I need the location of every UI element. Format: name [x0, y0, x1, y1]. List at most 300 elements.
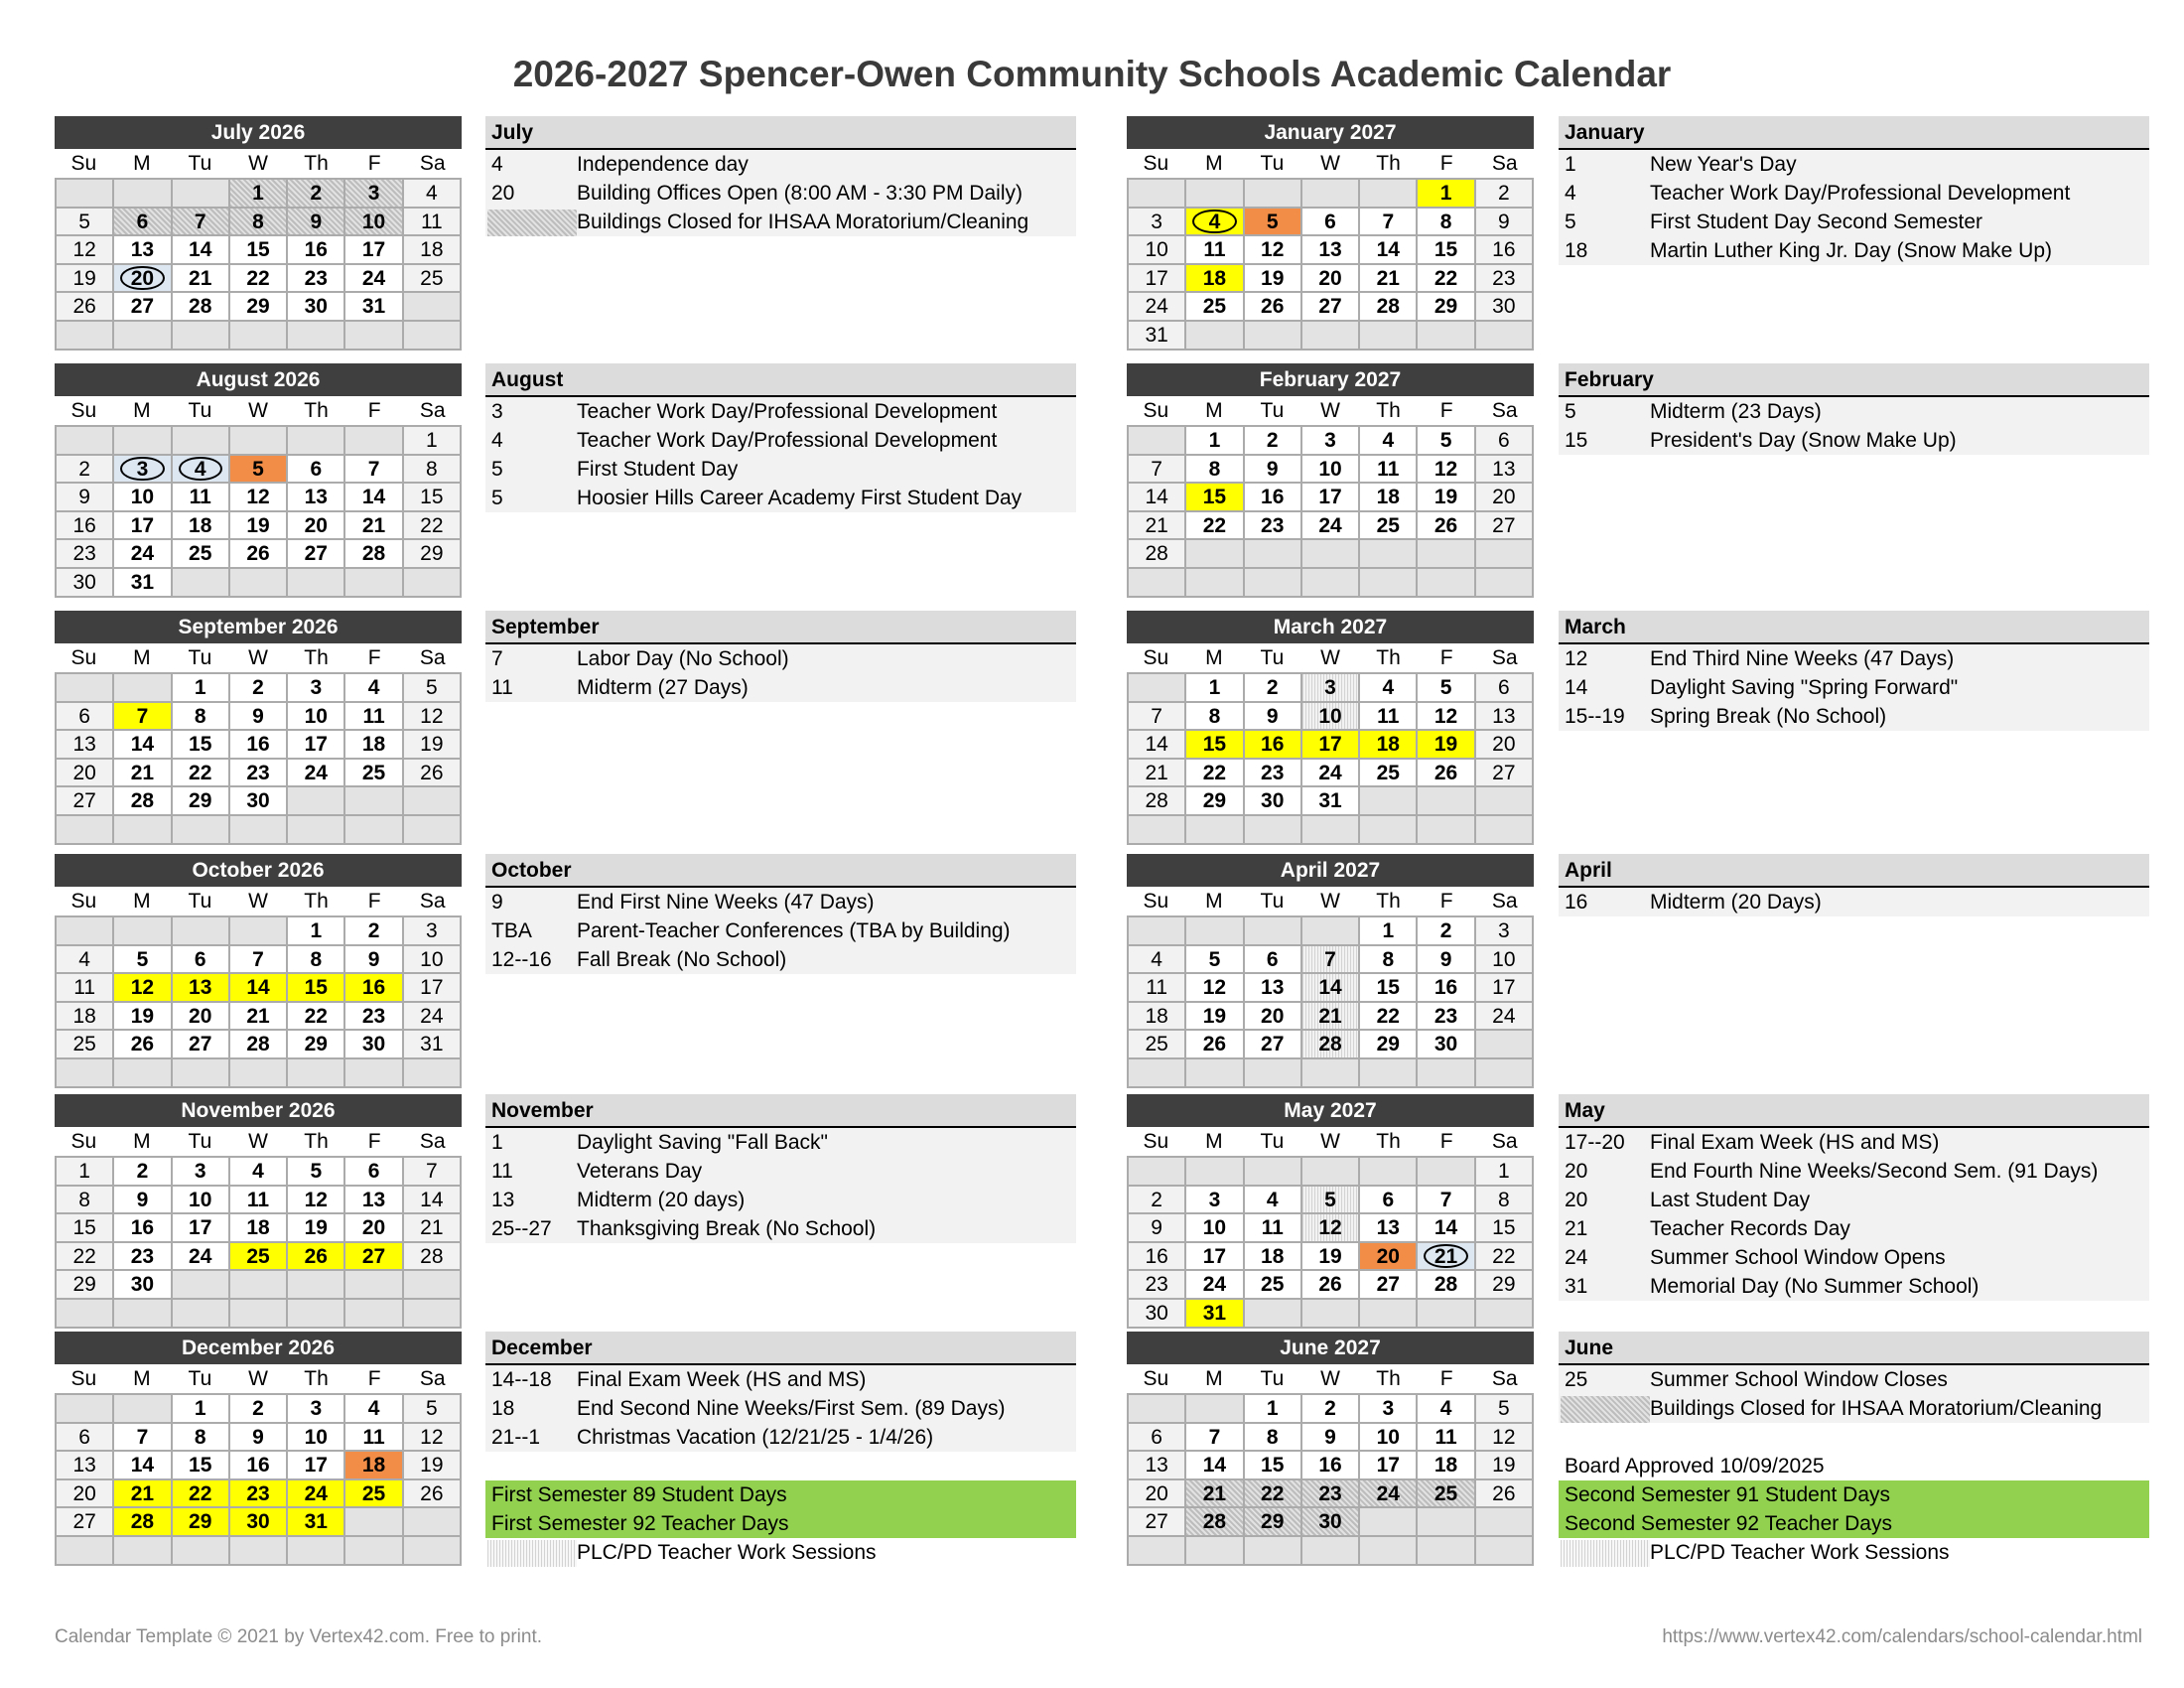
day-cell[interactable]: 2 — [230, 1395, 288, 1424]
day-cell[interactable]: 9 — [1129, 1214, 1186, 1243]
day-cell[interactable]: 18 — [404, 236, 462, 265]
day-cell[interactable]: 27 — [57, 787, 114, 816]
day-cell[interactable]: 29 — [57, 1271, 114, 1300]
day-cell[interactable]: 23 — [1302, 1480, 1360, 1509]
day-cell[interactable]: 26 — [1245, 293, 1302, 322]
day-cell[interactable]: 1 — [1418, 180, 1475, 209]
day-cell[interactable]: 30 — [1418, 1031, 1475, 1059]
day-cell[interactable]: 20 — [1302, 265, 1360, 294]
day-cell[interactable]: 1 — [1186, 427, 1244, 456]
day-cell[interactable]: 16 — [1129, 1243, 1186, 1272]
day-cell[interactable]: 16 — [1245, 484, 1302, 512]
day-cell[interactable]: 1 — [288, 917, 345, 946]
day-cell[interactable]: 12 — [404, 1424, 462, 1453]
day-cell[interactable]: 21 — [404, 1214, 462, 1243]
day-cell[interactable]: 18 — [1360, 484, 1418, 512]
day-cell[interactable]: 3 — [1302, 674, 1360, 703]
day-cell[interactable]: 17 — [114, 512, 172, 541]
day-cell[interactable]: 29 — [1360, 1031, 1418, 1059]
day-cell[interactable]: 31 — [345, 293, 403, 322]
day-cell[interactable]: 26 — [1476, 1480, 1534, 1509]
day-cell[interactable]: 7 — [173, 209, 230, 237]
day-cell[interactable]: 20 — [173, 1003, 230, 1032]
day-cell[interactable]: 19 — [1186, 1003, 1244, 1032]
day-cell[interactable]: 25 — [345, 760, 403, 788]
day-cell[interactable]: 7 — [345, 456, 403, 485]
day-cell[interactable]: 1 — [230, 180, 288, 209]
day-cell[interactable]: 9 — [1418, 946, 1475, 975]
day-cell[interactable]: 27 — [114, 293, 172, 322]
day-cell[interactable]: 7 — [230, 946, 288, 975]
day-cell[interactable]: 13 — [345, 1187, 403, 1215]
day-cell[interactable]: 8 — [1245, 1424, 1302, 1453]
day-cell[interactable]: 28 — [1418, 1271, 1475, 1300]
day-cell[interactable]: 3 — [1302, 427, 1360, 456]
day-cell[interactable]: 4 — [1360, 427, 1418, 456]
day-cell[interactable]: 10 — [1302, 703, 1360, 732]
day-cell[interactable]: 5 — [230, 456, 288, 485]
day-cell[interactable]: 21 — [1418, 1243, 1475, 1272]
day-cell[interactable]: 11 — [1418, 1424, 1475, 1453]
day-cell[interactable]: 31 — [1186, 1300, 1244, 1329]
day-cell[interactable]: 26 — [1186, 1031, 1244, 1059]
day-cell[interactable]: 6 — [173, 946, 230, 975]
day-cell[interactable]: 3 — [1129, 209, 1186, 237]
day-cell[interactable]: 15 — [1186, 731, 1244, 760]
day-cell[interactable]: 10 — [173, 1187, 230, 1215]
day-cell[interactable]: 8 — [173, 703, 230, 732]
day-cell[interactable]: 26 — [230, 540, 288, 569]
day-cell[interactable]: 8 — [57, 1187, 114, 1215]
day-cell[interactable]: 29 — [1186, 787, 1244, 816]
day-cell[interactable]: 16 — [1245, 731, 1302, 760]
day-cell[interactable]: 25 — [1360, 512, 1418, 541]
day-cell[interactable]: 25 — [345, 1480, 403, 1509]
day-cell[interactable]: 1 — [57, 1158, 114, 1187]
day-cell[interactable]: 14 — [1418, 1214, 1475, 1243]
day-cell[interactable]: 22 — [1186, 512, 1244, 541]
day-cell[interactable]: 19 — [1302, 1243, 1360, 1272]
day-cell[interactable]: 17 — [1302, 484, 1360, 512]
day-cell[interactable]: 5 — [1245, 209, 1302, 237]
day-cell[interactable]: 27 — [173, 1031, 230, 1059]
day-cell[interactable]: 3 — [345, 180, 403, 209]
day-cell[interactable]: 28 — [1129, 540, 1186, 569]
day-cell[interactable]: 14 — [114, 731, 172, 760]
day-cell[interactable]: 28 — [345, 540, 403, 569]
day-cell[interactable]: 24 — [114, 540, 172, 569]
day-cell[interactable]: 9 — [1476, 209, 1534, 237]
day-cell[interactable]: 11 — [173, 484, 230, 512]
day-cell[interactable]: 26 — [404, 760, 462, 788]
day-cell[interactable]: 8 — [288, 946, 345, 975]
day-cell[interactable]: 10 — [404, 946, 462, 975]
day-cell[interactable]: 23 — [1418, 1003, 1475, 1032]
day-cell[interactable]: 2 — [230, 674, 288, 703]
day-cell[interactable]: 30 — [57, 569, 114, 598]
day-cell[interactable]: 9 — [57, 484, 114, 512]
day-cell[interactable]: 2 — [1418, 917, 1475, 946]
day-cell[interactable]: 7 — [1418, 1187, 1475, 1215]
day-cell[interactable]: 29 — [173, 787, 230, 816]
day-cell[interactable]: 24 — [1186, 1271, 1244, 1300]
day-cell[interactable]: 19 — [230, 512, 288, 541]
day-cell[interactable]: 3 — [288, 674, 345, 703]
day-cell[interactable]: 18 — [345, 731, 403, 760]
day-cell[interactable]: 16 — [288, 236, 345, 265]
day-cell[interactable]: 30 — [345, 1031, 403, 1059]
day-cell[interactable]: 27 — [345, 1243, 403, 1272]
day-cell[interactable]: 20 — [1129, 1480, 1186, 1509]
day-cell[interactable]: 18 — [1129, 1003, 1186, 1032]
day-cell[interactable]: 10 — [1302, 456, 1360, 485]
day-cell[interactable]: 23 — [288, 265, 345, 294]
day-cell[interactable]: 19 — [1418, 731, 1475, 760]
day-cell[interactable]: 17 — [1186, 1243, 1244, 1272]
day-cell[interactable]: 19 — [57, 265, 114, 294]
day-cell[interactable]: 26 — [288, 1243, 345, 1272]
day-cell[interactable]: 27 — [57, 1508, 114, 1537]
day-cell[interactable]: 5 — [288, 1158, 345, 1187]
day-cell[interactable]: 10 — [288, 703, 345, 732]
day-cell[interactable]: 16 — [114, 1214, 172, 1243]
day-cell[interactable]: 13 — [1302, 236, 1360, 265]
day-cell[interactable]: 20 — [1360, 1243, 1418, 1272]
day-cell[interactable]: 18 — [230, 1214, 288, 1243]
day-cell[interactable]: 16 — [1302, 1452, 1360, 1480]
day-cell[interactable]: 19 — [1476, 1452, 1534, 1480]
day-cell[interactable]: 22 — [1418, 265, 1475, 294]
day-cell[interactable]: 21 — [1302, 1003, 1360, 1032]
day-cell[interactable]: 13 — [288, 484, 345, 512]
day-cell[interactable]: 17 — [404, 974, 462, 1003]
day-cell[interactable]: 5 — [1418, 674, 1475, 703]
day-cell[interactable]: 13 — [1360, 1214, 1418, 1243]
day-cell[interactable]: 31 — [114, 569, 172, 598]
day-cell[interactable]: 5 — [1418, 427, 1475, 456]
day-cell[interactable]: 1 — [173, 674, 230, 703]
day-cell[interactable]: 14 — [173, 236, 230, 265]
day-cell[interactable]: 18 — [57, 1003, 114, 1032]
day-cell[interactable]: 16 — [1476, 236, 1534, 265]
day-cell[interactable]: 15 — [1186, 484, 1244, 512]
day-cell[interactable]: 16 — [1418, 974, 1475, 1003]
day-cell[interactable]: 23 — [1476, 265, 1534, 294]
day-cell[interactable]: 8 — [1476, 1187, 1534, 1215]
day-cell[interactable]: 7 — [1186, 1424, 1244, 1453]
day-cell[interactable]: 14 — [1129, 731, 1186, 760]
day-cell[interactable]: 18 — [345, 1452, 403, 1480]
day-cell[interactable]: 28 — [1129, 787, 1186, 816]
day-cell[interactable]: 30 — [230, 787, 288, 816]
day-cell[interactable]: 22 — [1476, 1243, 1534, 1272]
day-cell[interactable]: 2 — [1245, 674, 1302, 703]
footer-url[interactable]: https://www.vertex42.com/calendars/school-calendar.html — [1662, 1626, 2142, 1647]
day-cell[interactable]: 3 — [404, 917, 462, 946]
day-cell[interactable]: 2 — [1302, 1395, 1360, 1424]
day-cell[interactable]: 26 — [404, 1480, 462, 1509]
day-cell[interactable]: 21 — [114, 1480, 172, 1509]
day-cell[interactable]: 17 — [1476, 974, 1534, 1003]
day-cell[interactable]: 4 — [345, 1395, 403, 1424]
day-cell[interactable]: 23 — [345, 1003, 403, 1032]
day-cell[interactable]: 5 — [1302, 1187, 1360, 1215]
day-cell[interactable]: 9 — [1302, 1424, 1360, 1453]
day-cell[interactable]: 21 — [1360, 265, 1418, 294]
day-cell[interactable]: 15 — [230, 236, 288, 265]
day-cell[interactable]: 28 — [404, 1243, 462, 1272]
day-cell[interactable]: 30 — [288, 293, 345, 322]
day-cell[interactable]: 24 — [404, 1003, 462, 1032]
day-cell[interactable]: 28 — [173, 293, 230, 322]
day-cell[interactable]: 20 — [57, 760, 114, 788]
day-cell[interactable]: 21 — [1129, 760, 1186, 788]
day-cell[interactable]: 12 — [288, 1187, 345, 1215]
day-cell[interactable]: 25 — [173, 540, 230, 569]
day-cell[interactable]: 28 — [114, 1508, 172, 1537]
day-cell[interactable]: 21 — [345, 512, 403, 541]
day-cell[interactable]: 20 — [57, 1480, 114, 1509]
day-cell[interactable]: 11 — [230, 1187, 288, 1215]
day-cell[interactable]: 13 — [1129, 1452, 1186, 1480]
day-cell[interactable]: 22 — [57, 1243, 114, 1272]
day-cell[interactable]: 7 — [1129, 703, 1186, 732]
day-cell[interactable]: 29 — [1476, 1271, 1534, 1300]
day-cell[interactable]: 17 — [1302, 731, 1360, 760]
day-cell[interactable]: 16 — [230, 1452, 288, 1480]
day-cell[interactable]: 22 — [230, 265, 288, 294]
day-cell[interactable]: 22 — [288, 1003, 345, 1032]
day-cell[interactable]: 25 — [1245, 1271, 1302, 1300]
day-cell[interactable]: 22 — [404, 512, 462, 541]
day-cell[interactable]: 3 — [1360, 1395, 1418, 1424]
day-cell[interactable]: 15 — [173, 1452, 230, 1480]
day-cell[interactable]: 21 — [1129, 512, 1186, 541]
day-cell[interactable]: 29 — [230, 293, 288, 322]
day-cell[interactable]: 7 — [1302, 946, 1360, 975]
day-cell[interactable]: 9 — [288, 209, 345, 237]
day-cell[interactable]: 6 — [114, 209, 172, 237]
day-cell[interactable]: 5 — [114, 946, 172, 975]
day-cell[interactable]: 21 — [173, 265, 230, 294]
day-cell[interactable]: 24 — [1360, 1480, 1418, 1509]
day-cell[interactable]: 19 — [404, 731, 462, 760]
day-cell[interactable]: 30 — [1476, 293, 1534, 322]
day-cell[interactable]: 25 — [1129, 1031, 1186, 1059]
day-cell[interactable]: 9 — [114, 1187, 172, 1215]
day-cell[interactable]: 1 — [1476, 1158, 1534, 1187]
day-cell[interactable]: 2 — [1476, 180, 1534, 209]
day-cell[interactable]: 1 — [1245, 1395, 1302, 1424]
day-cell[interactable]: 30 — [114, 1271, 172, 1300]
day-cell[interactable]: 3 — [114, 456, 172, 485]
day-cell[interactable]: 17 — [173, 1214, 230, 1243]
day-cell[interactable]: 16 — [230, 731, 288, 760]
day-cell[interactable]: 2 — [1245, 427, 1302, 456]
day-cell[interactable]: 27 — [1302, 293, 1360, 322]
day-cell[interactable]: 12 — [230, 484, 288, 512]
day-cell[interactable]: 6 — [1476, 427, 1534, 456]
day-cell[interactable]: 31 — [1129, 322, 1186, 351]
day-cell[interactable]: 16 — [345, 974, 403, 1003]
day-cell[interactable]: 27 — [1360, 1271, 1418, 1300]
day-cell[interactable]: 17 — [1360, 1452, 1418, 1480]
day-cell[interactable]: 15 — [1245, 1452, 1302, 1480]
day-cell[interactable]: 19 — [114, 1003, 172, 1032]
day-cell[interactable]: 6 — [1245, 946, 1302, 975]
day-cell[interactable]: 4 — [57, 946, 114, 975]
day-cell[interactable]: 4 — [173, 456, 230, 485]
day-cell[interactable]: 7 — [114, 703, 172, 732]
day-cell[interactable]: 13 — [173, 974, 230, 1003]
day-cell[interactable]: 21 — [230, 1003, 288, 1032]
day-cell[interactable]: 24 — [1476, 1003, 1534, 1032]
day-cell[interactable]: 8 — [173, 1424, 230, 1453]
day-cell[interactable]: 5 — [404, 674, 462, 703]
day-cell[interactable]: 14 — [345, 484, 403, 512]
day-cell[interactable]: 19 — [1418, 484, 1475, 512]
day-cell[interactable]: 10 — [114, 484, 172, 512]
day-cell[interactable]: 29 — [1245, 1508, 1302, 1537]
day-cell[interactable]: 6 — [1360, 1187, 1418, 1215]
day-cell[interactable]: 28 — [114, 787, 172, 816]
day-cell[interactable]: 24 — [173, 1243, 230, 1272]
day-cell[interactable]: 24 — [288, 1480, 345, 1509]
day-cell[interactable]: 19 — [404, 1452, 462, 1480]
day-cell[interactable]: 12 — [1186, 974, 1244, 1003]
day-cell[interactable]: 30 — [1245, 787, 1302, 816]
day-cell[interactable]: 4 — [1418, 1395, 1475, 1424]
day-cell[interactable]: 2 — [345, 917, 403, 946]
day-cell[interactable]: 14 — [230, 974, 288, 1003]
day-cell[interactable]: 9 — [345, 946, 403, 975]
day-cell[interactable]: 12 — [404, 703, 462, 732]
day-cell[interactable]: 14 — [1302, 974, 1360, 1003]
day-cell[interactable]: 2 — [288, 180, 345, 209]
day-cell[interactable]: 9 — [1245, 703, 1302, 732]
day-cell[interactable]: 14 — [114, 1452, 172, 1480]
day-cell[interactable]: 23 — [1129, 1271, 1186, 1300]
day-cell[interactable]: 12 — [1302, 1214, 1360, 1243]
day-cell[interactable]: 6 — [57, 1424, 114, 1453]
day-cell[interactable]: 20 — [288, 512, 345, 541]
day-cell[interactable]: 4 — [1245, 1187, 1302, 1215]
day-cell[interactable]: 11 — [57, 974, 114, 1003]
day-cell[interactable]: 3 — [1476, 917, 1534, 946]
day-cell[interactable]: 7 — [1129, 456, 1186, 485]
day-cell[interactable]: 11 — [404, 209, 462, 237]
day-cell[interactable]: 10 — [1476, 946, 1534, 975]
day-cell[interactable]: 24 — [1129, 293, 1186, 322]
day-cell[interactable]: 6 — [1476, 674, 1534, 703]
day-cell[interactable]: 11 — [1245, 1214, 1302, 1243]
day-cell[interactable]: 8 — [1360, 946, 1418, 975]
day-cell[interactable]: 4 — [404, 180, 462, 209]
day-cell[interactable]: 12 — [114, 974, 172, 1003]
day-cell[interactable]: 27 — [1476, 512, 1534, 541]
day-cell[interactable]: 25 — [230, 1243, 288, 1272]
day-cell[interactable]: 17 — [1129, 265, 1186, 294]
day-cell[interactable]: 7 — [404, 1158, 462, 1187]
day-cell[interactable]: 5 — [1186, 946, 1244, 975]
day-cell[interactable]: 4 — [230, 1158, 288, 1187]
day-cell[interactable]: 22 — [1186, 760, 1244, 788]
day-cell[interactable]: 18 — [1245, 1243, 1302, 1272]
day-cell[interactable]: 28 — [1360, 293, 1418, 322]
day-cell[interactable]: 31 — [404, 1031, 462, 1059]
day-cell[interactable]: 13 — [1245, 974, 1302, 1003]
day-cell[interactable]: 11 — [345, 703, 403, 732]
day-cell[interactable]: 20 — [1476, 484, 1534, 512]
day-cell[interactable]: 13 — [1476, 703, 1534, 732]
day-cell[interactable]: 22 — [1245, 1480, 1302, 1509]
day-cell[interactable]: 18 — [173, 512, 230, 541]
day-cell[interactable]: 11 — [1360, 456, 1418, 485]
day-cell[interactable]: 14 — [1186, 1452, 1244, 1480]
day-cell[interactable]: 29 — [173, 1508, 230, 1537]
day-cell[interactable]: 13 — [1476, 456, 1534, 485]
day-cell[interactable]: 15 — [1476, 1214, 1534, 1243]
day-cell[interactable]: 25 — [404, 265, 462, 294]
day-cell[interactable]: 23 — [1245, 512, 1302, 541]
day-cell[interactable]: 15 — [57, 1214, 114, 1243]
day-cell[interactable]: 23 — [57, 540, 114, 569]
day-cell[interactable]: 25 — [57, 1031, 114, 1059]
day-cell[interactable]: 24 — [345, 265, 403, 294]
day-cell[interactable]: 6 — [288, 456, 345, 485]
day-cell[interactable]: 25 — [1418, 1480, 1475, 1509]
day-cell[interactable]: 2 — [57, 456, 114, 485]
day-cell[interactable]: 8 — [1186, 456, 1244, 485]
day-cell[interactable]: 29 — [1418, 293, 1475, 322]
day-cell[interactable]: 17 — [345, 236, 403, 265]
day-cell[interactable]: 7 — [1360, 209, 1418, 237]
day-cell[interactable]: 26 — [114, 1031, 172, 1059]
day-cell[interactable]: 24 — [288, 760, 345, 788]
day-cell[interactable]: 22 — [173, 760, 230, 788]
day-cell[interactable]: 27 — [1129, 1508, 1186, 1537]
day-cell[interactable]: 4 — [1360, 674, 1418, 703]
day-cell[interactable]: 13 — [57, 1452, 114, 1480]
day-cell[interactable]: 26 — [1418, 512, 1475, 541]
day-cell[interactable]: 17 — [288, 731, 345, 760]
day-cell[interactable]: 10 — [345, 209, 403, 237]
day-cell[interactable]: 7 — [114, 1424, 172, 1453]
day-cell[interactable]: 10 — [1360, 1424, 1418, 1453]
day-cell[interactable]: 25 — [1360, 760, 1418, 788]
day-cell[interactable]: 3 — [173, 1158, 230, 1187]
day-cell[interactable]: 19 — [1245, 265, 1302, 294]
day-cell[interactable]: 17 — [288, 1452, 345, 1480]
day-cell[interactable]: 14 — [404, 1187, 462, 1215]
day-cell[interactable]: 23 — [1245, 760, 1302, 788]
day-cell[interactable]: 21 — [114, 760, 172, 788]
day-cell[interactable]: 1 — [1186, 674, 1244, 703]
day-cell[interactable]: 31 — [1302, 787, 1360, 816]
day-cell[interactable]: 18 — [1360, 731, 1418, 760]
day-cell[interactable]: 13 — [57, 731, 114, 760]
day-cell[interactable]: 30 — [230, 1508, 288, 1537]
day-cell[interactable]: 25 — [1186, 293, 1244, 322]
day-cell[interactable]: 2 — [1129, 1187, 1186, 1215]
day-cell[interactable]: 11 — [1129, 974, 1186, 1003]
day-cell[interactable]: 9 — [1245, 456, 1302, 485]
day-cell[interactable]: 6 — [1129, 1424, 1186, 1453]
day-cell[interactable]: 22 — [173, 1480, 230, 1509]
day-cell[interactable]: 30 — [1129, 1300, 1186, 1329]
day-cell[interactable]: 27 — [1476, 760, 1534, 788]
day-cell[interactable]: 8 — [1418, 209, 1475, 237]
